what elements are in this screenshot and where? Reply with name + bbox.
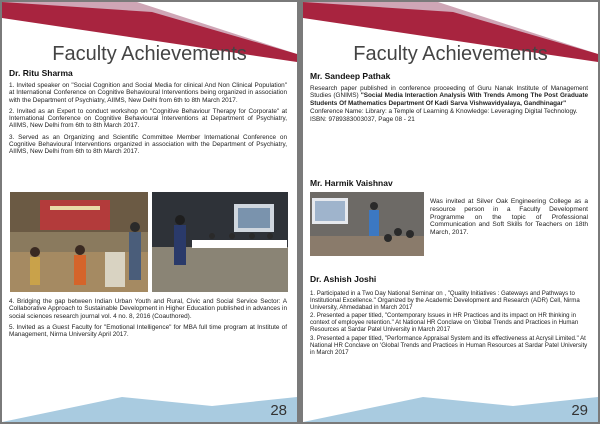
sandeep-conference: Conference Name: Library: a Temple of Learning & Knowledge: Leveraging Digital Technology. xyxy=(310,107,578,115)
page-title: Faculty Achievements xyxy=(353,43,548,65)
achievement-item-3: 3. Served as an Organizing and Scientific Committee Member International Conference on Cognitive Behavioural Interventions organized in association with the Department of Psychiatry, AIIMS, New Delhi from 6th to 8th March 2017. xyxy=(9,133,287,156)
achievement-item-5: 5. Invited as a Guest Faculty for "Emotional Intelligence" for MBA full time program at Institute of Management, Nirma University April 2017. xyxy=(9,323,287,339)
sandeep-paper-title: "Social Media Interaction Analysis With Trends Among The Post Graduate Students Of Mathematics Department Of Kadi Sarva Vishwavidyalaya, Gandhinagar" xyxy=(310,92,589,107)
person-name-ritu-sharma: Dr. Ritu Sharma xyxy=(9,68,73,78)
left-page xyxy=(2,2,297,422)
achievement-item-4: 4. Bridging the gap between Indian Urban Youth and Rural, Civic and Social Service Sector: A Collaborative Approach to Sustainable Development in Higher Education published in advances in social sciences research journal vol. 4 no. 8, 2016 (Coauthored). xyxy=(9,298,287,320)
achievement-item-2: 2. Invited as an Expert to conduct workshop on "Cognitive Behaviour Therapy for Corporate" at International Conference on Cognitive Behavioural Interventions at Department of Psychiatry, AIIMS, New Delhi from 6th to 8th March 2017. xyxy=(9,107,287,130)
left-page-content xyxy=(9,68,287,160)
page-number: 28 xyxy=(270,402,287,419)
left-page-content-lower xyxy=(9,298,287,342)
sandeep-publication xyxy=(310,85,588,107)
conference-photo-2 xyxy=(152,192,288,292)
person-name-harmik-vaishnav: Mr. Harmik Vaishnav xyxy=(310,178,393,188)
conference-photo-1 xyxy=(10,192,148,292)
sandeep-section xyxy=(310,71,588,127)
ashish-item-3: 3. Presented a paper titled, "Performance Appraisal System and its effectiveness at Acrysil Limited." At National HR Conclave on 'Global Trends and Practices in Human Resources at Sardar Patel University in March 2017 xyxy=(310,334,588,356)
page-title: Faculty Achievements xyxy=(52,43,247,65)
person-name-sandeep-pathak: Mr. Sandeep Pathak xyxy=(310,71,391,81)
harmik-section xyxy=(310,178,588,256)
bottom-wave xyxy=(2,397,297,422)
ashish-item-2: 2. Presented a paper titled, "Contemporary Issues in HR Practices and its impact on HR thinking in context of employee retention." At National HR Conclave on 'Global Trends and Practices in Human Resources at Sardar Patel University in March 2017 xyxy=(310,312,579,334)
harmik-photo xyxy=(310,192,424,256)
ashish-item-1: 1. Participated in a Two Day National Seminar on , "Quality Initiatives : Gateways and Pathways to Institutional Excellence." Organized by the Academic Development and Research (ADR) Cell, Nirma University, Ahmedabad in March 2017 xyxy=(310,290,580,312)
page-number: 29 xyxy=(571,402,588,419)
harmik-text: Was invited at Silver Oak Engineering College as a resource person in a Faculty Development Programme on the topic of Professional Communication and Soft Skills for Teachers on 18th March, 2017. xyxy=(430,198,588,237)
right-page xyxy=(303,2,598,422)
sandeep-isbn: ISBN: 9789383003037, Page 08 - 21 xyxy=(310,116,415,124)
person-name-ashish-joshi: Dr. Ashish Joshi xyxy=(310,274,377,284)
ashish-section xyxy=(310,274,588,357)
sandeep-intro: Research paper published in conference proceeding of Guru Nanak Institute of Management Studies (GNIMS) xyxy=(310,85,588,100)
bottom-wave xyxy=(303,397,598,422)
achievement-item-1: 1. Invited speaker on "Social Cognition and Social Media for clinical And Non Clinical Population" at International Conference on Cognitive Behavioural Interventions being organized in association with the Department of Psychiatry, AIIMS, New Delhi from 6th to 8th March 2017. xyxy=(9,82,287,104)
